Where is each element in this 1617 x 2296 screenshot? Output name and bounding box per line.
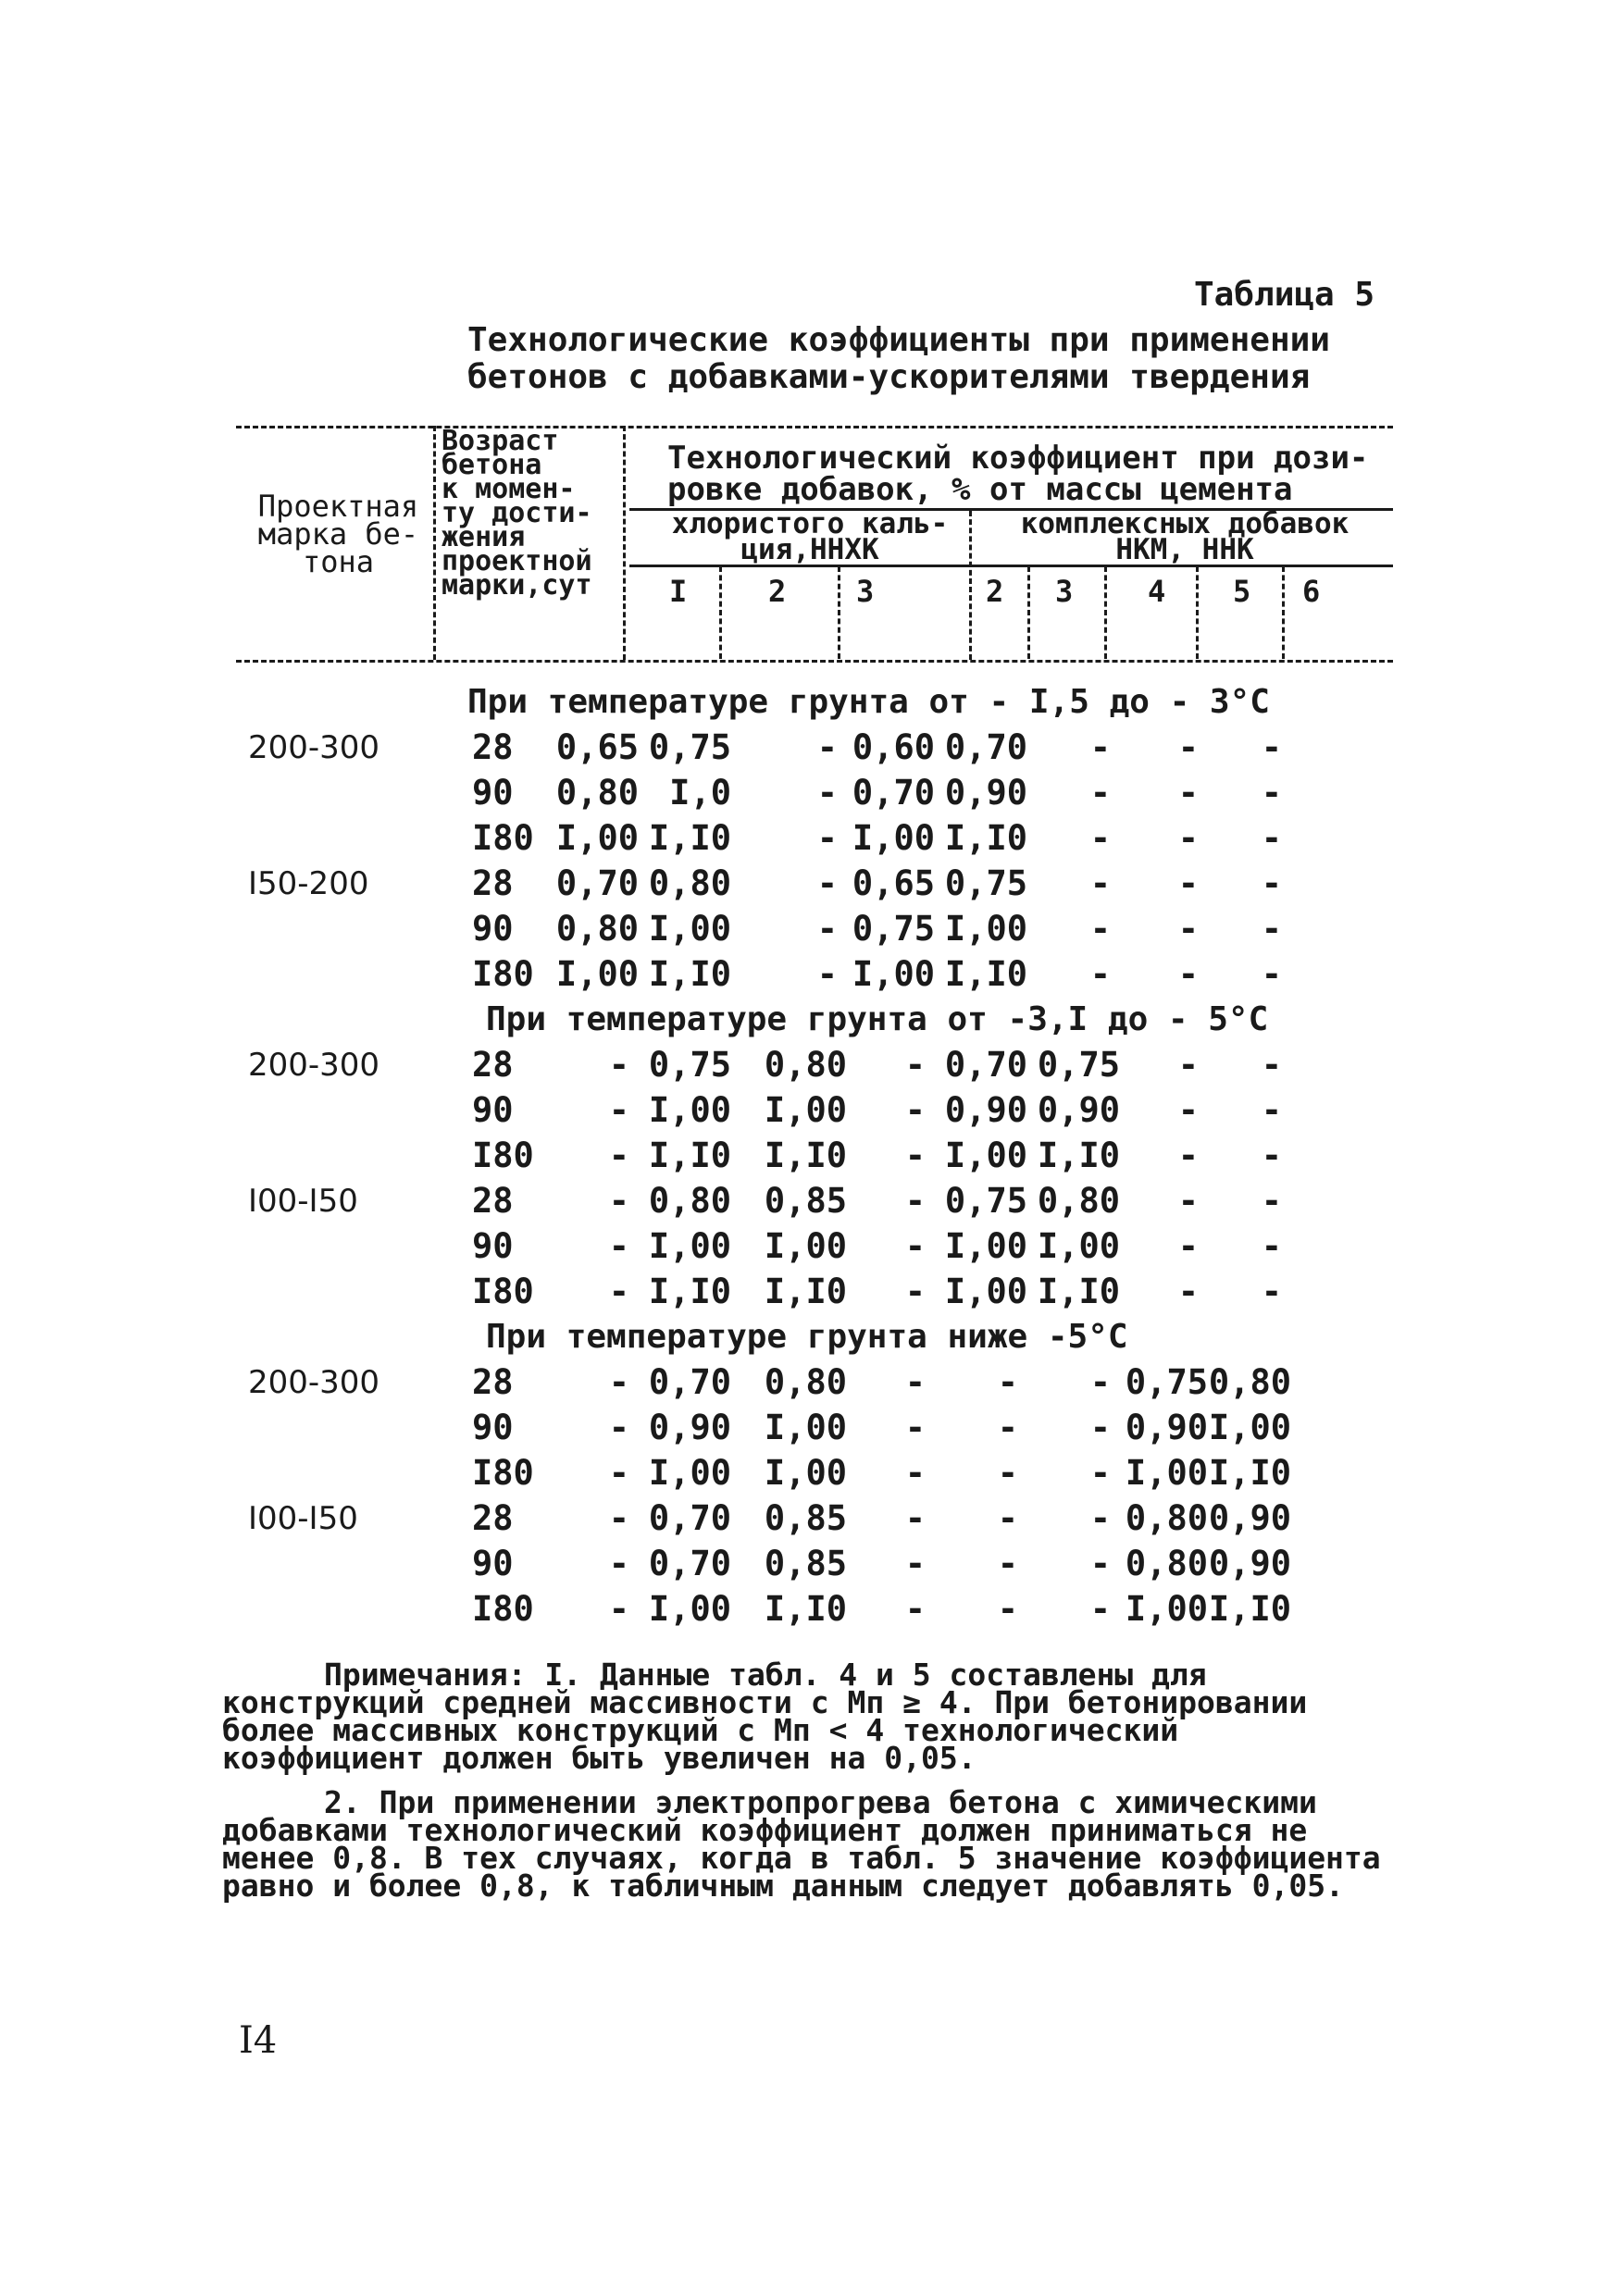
age-cell: I80 <box>472 1589 534 1629</box>
value-cell: I,I0 <box>648 1136 731 1175</box>
value-cell: - <box>608 1045 629 1085</box>
value-cell: - <box>1177 1090 1199 1130</box>
value-cell: I,00 <box>1037 1226 1120 1266</box>
header-group-complex: комплексных добавок НКМ, ННК <box>1020 507 1350 566</box>
value-cell: - <box>816 818 838 858</box>
header-group-divider <box>969 511 972 660</box>
value-cell: - <box>1177 954 1199 994</box>
value-cell: - <box>1261 818 1282 858</box>
value-cell: - <box>608 1136 629 1175</box>
value-cell: I,0 <box>669 773 731 813</box>
value-cell: I,I0 <box>1208 1453 1291 1493</box>
value-cell: 0,70 <box>852 773 935 813</box>
value-cell: 0,60 <box>852 727 935 767</box>
header-group-chloride: хлористого каль- ция,ННХК <box>671 507 949 566</box>
value-cell: I,00 <box>944 1272 1027 1311</box>
value-cell: 0,80 <box>648 1181 731 1221</box>
age-cell: 28 <box>472 863 514 903</box>
value-cell: I,I0 <box>1037 1136 1120 1175</box>
value-cell: I,I0 <box>764 1272 847 1311</box>
header-sub-divider <box>1196 566 1199 659</box>
value-cell: I,00 <box>1208 1408 1291 1447</box>
grade-cell: 200-300 <box>248 1047 380 1084</box>
value-cell: - <box>608 1589 629 1629</box>
value-cell: I,I0 <box>944 954 1027 994</box>
value-cell: I,00 <box>555 818 639 858</box>
value-cell: 0,85 <box>764 1498 847 1538</box>
age-cell: I80 <box>472 1272 534 1311</box>
value-cell: I,00 <box>648 1090 731 1130</box>
value-cell: 0,75 <box>852 909 935 949</box>
value-cell: - <box>1177 1136 1199 1175</box>
value-cell: - <box>1089 1408 1111 1447</box>
value-cell: - <box>1177 727 1199 767</box>
value-cell: - <box>1261 954 1282 994</box>
subcol-label: 3 <box>1055 574 1074 609</box>
value-cell: - <box>1177 1272 1199 1311</box>
table-row <box>0 861 1617 907</box>
value-cell: I,00 <box>764 1226 847 1266</box>
header-sub-divider <box>838 566 840 659</box>
value-cell: - <box>816 773 838 813</box>
age-cell: 90 <box>472 773 514 813</box>
subcol-label: 5 <box>1233 574 1251 609</box>
value-cell: - <box>904 1272 926 1311</box>
table-row <box>0 815 1617 862</box>
value-cell: 0,90 <box>944 1090 1027 1130</box>
value-cell: 0,70 <box>648 1362 731 1402</box>
table-row <box>0 1269 1617 1315</box>
value-cell: 0,75 <box>944 863 1027 903</box>
value-cell: I,00 <box>764 1408 847 1447</box>
table-caption: Технологические коэффициенты при применении бетонов с добавками-ускорителями твердения <box>467 321 1330 396</box>
value-cell: 0,70 <box>944 727 1027 767</box>
value-cell: I,00 <box>944 1136 1027 1175</box>
grade-cell: 200-300 <box>248 729 380 766</box>
value-cell: - <box>1261 773 1282 813</box>
table-row <box>0 1586 1617 1632</box>
header-sub-divider <box>1027 566 1030 659</box>
value-cell: - <box>904 1498 926 1538</box>
value-cell: 0,75 <box>944 1181 1027 1221</box>
table-row <box>0 725 1617 771</box>
header-top-rule <box>236 426 1393 428</box>
value-cell: - <box>1177 773 1199 813</box>
table-row <box>0 1178 1617 1224</box>
grade-cell: I50-200 <box>248 865 369 902</box>
value-cell: 0,70 <box>648 1498 731 1538</box>
note-2: 2. При применении электропрогрева бетона с химическими добавками технологический коэффициент должен приниматься не менее 0,8. В тех случаях, когда в табл. 5 значение коэффициента равно и более 0,8, к табличным данным следует добавлять 0,05. <box>222 1784 1381 1904</box>
value-cell: - <box>816 727 838 767</box>
subcol-label: 2 <box>986 574 1004 609</box>
value-cell: 0,90 <box>944 773 1027 813</box>
value-cell: - <box>1177 1226 1199 1266</box>
value-cell: I,I0 <box>648 818 731 858</box>
value-cell: - <box>904 1453 926 1493</box>
value-cell: 0,75 <box>1125 1362 1208 1402</box>
value-cell: - <box>1089 1498 1111 1538</box>
value-cell: - <box>1089 954 1111 994</box>
value-cell: 0,75 <box>1037 1045 1120 1085</box>
value-cell: - <box>1089 773 1111 813</box>
page-number: I4 <box>239 2019 278 2062</box>
value-cell: - <box>1089 1453 1111 1493</box>
value-cell: - <box>1089 818 1111 858</box>
value-cell: I,00 <box>648 909 731 949</box>
value-cell: I,I0 <box>764 1589 847 1629</box>
age-cell: 90 <box>472 1408 514 1447</box>
value-cell: 0,90 <box>648 1408 731 1447</box>
table-row <box>0 1541 1617 1587</box>
table-row <box>0 1087 1617 1134</box>
value-cell: - <box>904 1090 926 1130</box>
value-cell: 0,90 <box>1208 1498 1291 1538</box>
table-row <box>0 1450 1617 1496</box>
value-cell: - <box>1261 1136 1282 1175</box>
value-cell: - <box>997 1544 1018 1583</box>
table-row <box>0 1042 1617 1088</box>
table-header <box>236 426 1393 680</box>
value-cell: - <box>1177 863 1199 903</box>
subcol-label: 4 <box>1148 574 1166 609</box>
value-cell: I,00 <box>555 954 639 994</box>
value-cell: - <box>608 1181 629 1221</box>
value-cell: I,00 <box>648 1226 731 1266</box>
age-cell: 28 <box>472 1362 514 1402</box>
value-cell: - <box>608 1544 629 1583</box>
table-row <box>0 1496 1617 1542</box>
value-cell: - <box>1177 909 1199 949</box>
value-cell: 0,80 <box>555 773 639 813</box>
value-cell: 0,75 <box>648 727 731 767</box>
value-cell: 0,80 <box>764 1362 847 1402</box>
section-title: При температуре грунта от - I,5 до - 3°С <box>467 683 1270 721</box>
table-label: Таблица 5 <box>1194 276 1375 314</box>
value-cell: - <box>608 1226 629 1266</box>
value-cell: - <box>1089 1589 1111 1629</box>
table-notes <box>222 1657 1398 1917</box>
value-cell: I,00 <box>944 909 1027 949</box>
age-cell: 90 <box>472 1544 514 1583</box>
value-cell: 0,90 <box>1208 1544 1291 1583</box>
value-cell: - <box>816 863 838 903</box>
value-cell: - <box>1261 1090 1282 1130</box>
header-subcolumns-rule <box>629 565 1393 567</box>
value-cell: - <box>608 1408 629 1447</box>
value-cell: - <box>1089 909 1111 949</box>
value-cell: I,00 <box>852 954 935 994</box>
header-sub-divider <box>1104 566 1107 659</box>
header-sub-divider <box>719 566 722 659</box>
age-cell: 28 <box>472 1498 514 1538</box>
value-cell: - <box>1261 1181 1282 1221</box>
value-cell: - <box>904 1045 926 1085</box>
value-cell: I,00 <box>944 1226 1027 1266</box>
value-cell: - <box>997 1408 1018 1447</box>
value-cell: 0,80 <box>1125 1498 1208 1538</box>
value-cell: 0,80 <box>1208 1362 1291 1402</box>
age-cell: 28 <box>472 1181 514 1221</box>
value-cell: - <box>997 1498 1018 1538</box>
value-cell: - <box>1177 1045 1199 1085</box>
grade-cell: 200-300 <box>248 1364 380 1401</box>
header-age: Возраст бетона к момен- ту дости- жения проектной марки,сут <box>442 425 592 602</box>
value-cell: I,I0 <box>1037 1272 1120 1311</box>
grade-cell: I00-I50 <box>248 1183 358 1220</box>
value-cell: - <box>904 1362 926 1402</box>
age-cell: 90 <box>472 1090 514 1130</box>
value-cell: - <box>1089 1544 1111 1583</box>
value-cell: 0,80 <box>764 1045 847 1085</box>
value-cell: I,00 <box>764 1453 847 1493</box>
value-cell: - <box>1177 1181 1199 1221</box>
value-cell: 0,70 <box>648 1544 731 1583</box>
value-cell: - <box>608 1272 629 1311</box>
value-cell: - <box>904 1589 926 1629</box>
note-1: Примечания: I. Данные табл. 4 и 5 составлены для конструкций средней массивности с Mп ≥ 4. При бетонировании более массивных конструкций с Mп < 4 технологический коэффициент должен быть увеличен на 0,05. <box>222 1657 1308 1776</box>
value-cell: I,I0 <box>1208 1589 1291 1629</box>
value-cell: I,I0 <box>648 1272 731 1311</box>
value-cell: - <box>904 1226 926 1266</box>
table-row <box>0 1133 1617 1179</box>
table-row <box>0 1223 1617 1270</box>
age-cell: I80 <box>472 1453 534 1493</box>
value-cell: - <box>816 909 838 949</box>
age-cell: 28 <box>472 727 514 767</box>
value-cell: I,00 <box>648 1589 731 1629</box>
value-cell: - <box>1177 818 1199 858</box>
value-cell: I,I0 <box>648 954 731 994</box>
table-row <box>0 770 1617 816</box>
value-cell: I,00 <box>1125 1589 1208 1629</box>
subcol-label: 2 <box>768 574 787 609</box>
value-cell: - <box>1089 727 1111 767</box>
section-title: При температуре грунта ниже -5°С <box>486 1318 1128 1356</box>
header-coefficient: Технологический коэффициент при дози- ровке добавок, % от массы цемента <box>667 440 1369 508</box>
value-cell: I,00 <box>764 1090 847 1130</box>
header-divider-1 <box>433 426 436 660</box>
value-cell: - <box>1261 1272 1282 1311</box>
age-cell: I80 <box>472 818 534 858</box>
value-cell: 0,80 <box>1037 1181 1120 1221</box>
value-cell: 0,75 <box>648 1045 731 1085</box>
value-cell: 0,80 <box>555 909 639 949</box>
header-divider-2 <box>623 426 626 660</box>
age-cell: I80 <box>472 954 534 994</box>
age-cell: 90 <box>472 1226 514 1266</box>
value-cell: - <box>997 1589 1018 1629</box>
value-cell: - <box>904 1544 926 1583</box>
value-cell: 0,85 <box>764 1181 847 1221</box>
value-cell: - <box>904 1408 926 1447</box>
subcol-label: 3 <box>856 574 875 609</box>
value-cell: 0,80 <box>648 863 731 903</box>
table-row <box>0 1405 1617 1451</box>
value-cell: 0,65 <box>555 727 639 767</box>
value-cell: - <box>1261 909 1282 949</box>
value-cell: - <box>997 1453 1018 1493</box>
value-cell: I,I0 <box>764 1136 847 1175</box>
table-row <box>0 1359 1617 1406</box>
value-cell: I,I0 <box>944 818 1027 858</box>
table-row <box>0 906 1617 952</box>
value-cell: - <box>1261 1226 1282 1266</box>
value-cell: - <box>816 954 838 994</box>
value-cell: - <box>1261 727 1282 767</box>
value-cell: I,00 <box>852 818 935 858</box>
header-bottom-rule <box>236 660 1393 663</box>
value-cell: - <box>904 1136 926 1175</box>
subcol-label: I <box>669 574 688 609</box>
value-cell: - <box>1261 1045 1282 1085</box>
value-cell: 0,80 <box>1125 1544 1208 1583</box>
subcol-label: 6 <box>1302 574 1321 609</box>
value-cell: 0,65 <box>852 863 935 903</box>
value-cell: - <box>1089 1362 1111 1402</box>
value-cell: - <box>608 1090 629 1130</box>
value-cell: - <box>608 1453 629 1493</box>
table-row <box>0 951 1617 998</box>
header-grade: Проектная марка бе- тона <box>257 489 419 579</box>
value-cell: 0,70 <box>555 863 639 903</box>
section-title: При температуре грунта от -3,I до - 5°С <box>486 1000 1269 1038</box>
value-cell: - <box>1261 863 1282 903</box>
header-sub-divider <box>1282 566 1285 659</box>
value-cell: 0,85 <box>764 1544 847 1583</box>
value-cell: - <box>608 1498 629 1538</box>
age-cell: 90 <box>472 909 514 949</box>
value-cell: 0,90 <box>1125 1408 1208 1447</box>
value-cell: - <box>1089 863 1111 903</box>
grade-cell: I00-I50 <box>248 1500 358 1537</box>
value-cell: I,00 <box>1125 1453 1208 1493</box>
value-cell: 0,70 <box>944 1045 1027 1085</box>
value-cell: - <box>904 1181 926 1221</box>
age-cell: I80 <box>472 1136 534 1175</box>
value-cell: 0,90 <box>1037 1090 1120 1130</box>
value-cell: - <box>997 1362 1018 1402</box>
age-cell: 28 <box>472 1045 514 1085</box>
value-cell: - <box>608 1362 629 1402</box>
value-cell: I,00 <box>648 1453 731 1493</box>
